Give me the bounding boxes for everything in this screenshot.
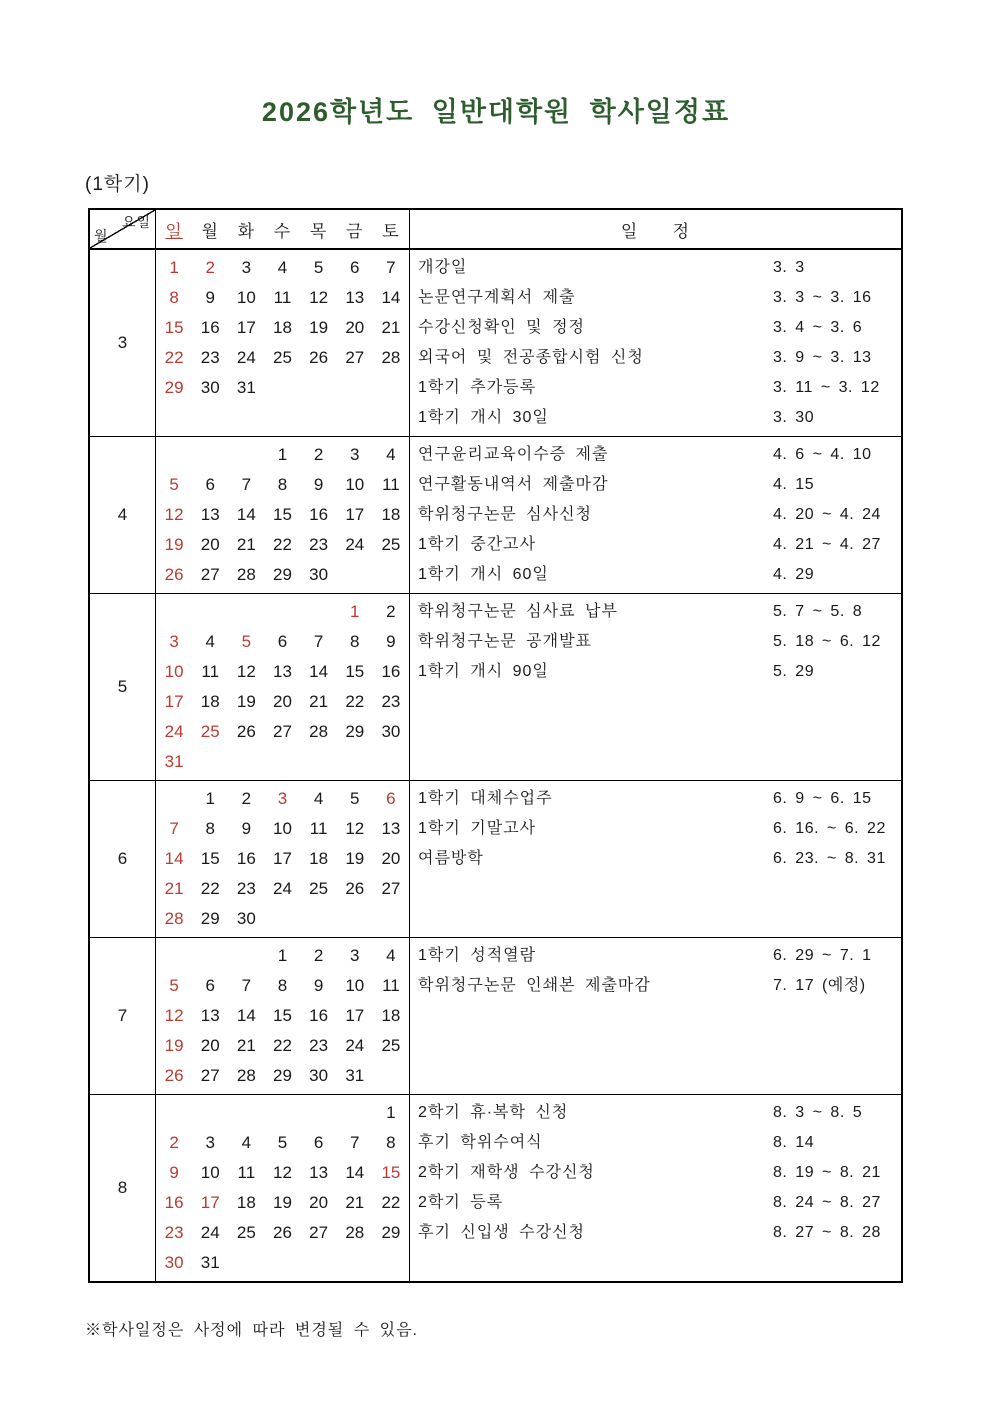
event-date: 4. 6 ~ 4. 10 (773, 446, 872, 463)
month-dates-grid (156, 437, 410, 593)
date-cell: 21 (309, 692, 329, 711)
date-cell: 14 (381, 288, 401, 307)
date-cell: 26 (236, 722, 256, 741)
date-cell: 2 (241, 789, 252, 808)
date-cell: 12 (273, 1163, 292, 1182)
date-cell: 2 (386, 602, 396, 621)
event-date: 8. 3 ~ 8. 5 (773, 1104, 863, 1121)
date-cell: 12 (164, 1006, 184, 1025)
date-cell: 24 (236, 348, 256, 367)
event-row (410, 844, 901, 874)
corner-label-weekday: 요일 (121, 214, 151, 230)
footnote: ※학사일정은 사정에 따라 변경될 수 있음. (85, 1322, 418, 1339)
date-cell: 8 (205, 819, 215, 838)
date-cell: 22 (345, 692, 365, 711)
date-cell: 7 (386, 258, 396, 277)
date-cell: 17 (164, 692, 184, 711)
date-cell: 26 (164, 565, 184, 584)
date-cell: 29 (345, 722, 365, 741)
date-cell: 28 (345, 1223, 365, 1242)
date-cell: 23 (309, 535, 329, 554)
date-cell: 5 (313, 258, 324, 277)
date-cell: 3 (241, 258, 252, 277)
date-cell: 12 (164, 505, 184, 524)
date-cell: 31 (164, 752, 184, 771)
date-cell: 11 (309, 819, 328, 838)
date-cell: 11 (273, 288, 292, 307)
event-date: 8. 27 ~ 8. 28 (773, 1224, 881, 1241)
event-row (410, 403, 901, 433)
date-cell: 20 (200, 535, 220, 554)
date-cell: 29 (164, 378, 184, 397)
date-cell: 23 (164, 1223, 184, 1242)
event-name: 1학기 개시 60일 (418, 566, 549, 583)
date-cell: 14 (236, 505, 256, 524)
date-cell: 21 (236, 535, 256, 554)
event-row (410, 253, 901, 283)
event-date: 4. 21 ~ 4. 27 (773, 536, 881, 553)
event-row (410, 1158, 901, 1188)
event-name: 2학기 등록 (418, 1194, 504, 1211)
date-cell: 18 (381, 1006, 401, 1025)
date-cell: 2 (169, 1133, 179, 1152)
month-label: 4 (90, 437, 156, 593)
date-cell: 15 (381, 1163, 401, 1182)
date-cell: 5 (169, 475, 179, 494)
date-cell: 6 (350, 258, 360, 277)
date-cell: 14 (309, 662, 329, 681)
date-cell: 27 (200, 1066, 220, 1085)
event-date: 8. 19 ~ 8. 21 (773, 1164, 881, 1181)
date-cell: 12 (309, 288, 329, 307)
event-name: 1학기 개시 30일 (418, 409, 549, 426)
date-cell: 10 (345, 475, 365, 494)
event-name: 1학기 추가등록 (418, 379, 537, 396)
date-cell: 31 (236, 378, 256, 397)
date-cell: 27 (309, 1223, 329, 1242)
day-header-4: 목 (309, 221, 328, 241)
date-cell: 4 (313, 789, 324, 808)
date-cell: 17 (345, 1006, 365, 1025)
date-cell: 4 (277, 258, 288, 277)
event-name: 1학기 중간고사 (418, 536, 537, 553)
event-row (410, 530, 901, 560)
event-row (410, 313, 901, 343)
event-row (410, 440, 901, 470)
date-cell: 16 (309, 505, 329, 524)
date-cell: 1 (205, 789, 215, 808)
date-cell: 9 (313, 976, 324, 995)
date-cell: 18 (309, 849, 329, 868)
date-cell: 13 (273, 662, 292, 681)
date-cell: 10 (236, 288, 256, 307)
date-cell: 29 (273, 1066, 292, 1085)
date-cell: 17 (345, 505, 365, 524)
event-date: 6. 23. ~ 8. 31 (773, 850, 886, 867)
date-cell: 25 (273, 348, 292, 367)
date-cell: 11 (382, 475, 400, 494)
event-name: 논문연구계획서 제출 (418, 289, 576, 306)
date-cell: 11 (382, 976, 400, 995)
month-dates-grid (156, 594, 410, 780)
date-cell: 6 (386, 789, 396, 808)
date-cell: 27 (381, 879, 401, 898)
date-cell: 19 (164, 535, 184, 554)
month-sections (90, 250, 901, 1281)
date-cell: 16 (236, 849, 256, 868)
event-row (410, 627, 901, 657)
date-cell: 22 (273, 535, 292, 554)
date-cell: 6 (205, 475, 215, 494)
date-cell: 16 (309, 1006, 329, 1025)
date-cell: 18 (236, 1193, 256, 1212)
date-cell: 15 (273, 1006, 292, 1025)
date-cell: 19 (273, 1193, 292, 1212)
date-cell: 27 (200, 565, 220, 584)
date-cell: 31 (345, 1066, 365, 1085)
date-cell: 23 (309, 1036, 329, 1055)
date-cell: 5 (277, 1133, 288, 1152)
month-dates-grid (156, 250, 410, 436)
date-cell: 10 (273, 819, 292, 838)
date-cell: 13 (381, 819, 401, 838)
event-date: 4. 20 ~ 4. 24 (773, 506, 881, 523)
day-header-row (156, 210, 410, 248)
date-cell: 8 (169, 288, 179, 307)
event-row (410, 500, 901, 530)
date-cell: 8 (386, 1133, 396, 1152)
date-cell: 15 (164, 318, 184, 337)
date-cell: 30 (164, 1253, 184, 1272)
date-cell: 28 (164, 909, 184, 928)
event-name: 1학기 기말고사 (418, 820, 537, 837)
event-name: 1학기 개시 90일 (418, 663, 549, 680)
date-cell: 19 (164, 1036, 184, 1055)
month-label: 6 (90, 781, 156, 937)
date-cell: 14 (236, 1006, 256, 1025)
month-section-7 (90, 937, 901, 1094)
date-cell: 20 (309, 1193, 329, 1212)
date-cell: 7 (169, 819, 179, 838)
date-cell: 16 (200, 318, 220, 337)
date-cell: 13 (200, 1006, 220, 1025)
date-cell: 28 (236, 1066, 256, 1085)
event-row (410, 373, 901, 403)
date-cell: 30 (309, 565, 329, 584)
date-cell: 28 (236, 565, 256, 584)
date-cell: 5 (350, 789, 360, 808)
date-cell: 21 (381, 318, 401, 337)
date-cell: 30 (236, 909, 256, 928)
event-name: 외국어 및 전공종합시험 신청 (418, 349, 644, 366)
date-cell: 2 (313, 445, 324, 464)
date-cell: 25 (381, 1036, 401, 1055)
month-label: 3 (90, 250, 156, 436)
date-cell: 22 (273, 1036, 292, 1055)
table-header-row (90, 210, 901, 250)
event-row (410, 1098, 901, 1128)
event-row (410, 283, 901, 313)
event-date: 6. 16. ~ 6. 22 (773, 820, 886, 837)
date-cell: 18 (273, 318, 292, 337)
date-cell: 16 (164, 1193, 184, 1212)
month-section-8 (90, 1094, 901, 1281)
event-name: 후기 학위수여식 (418, 1134, 543, 1151)
date-cell: 29 (381, 1223, 401, 1242)
event-name: 1학기 대체수업주 (418, 790, 553, 807)
date-cell: 1 (350, 602, 360, 621)
date-cell: 17 (273, 849, 292, 868)
date-cell: 9 (169, 1163, 179, 1182)
date-cell: 18 (200, 692, 220, 711)
date-cell: 1 (169, 258, 179, 277)
event-date: 3. 3 ~ 3. 16 (773, 289, 872, 306)
date-cell: 13 (200, 505, 220, 524)
date-cell: 4 (386, 445, 396, 464)
month-label: 5 (90, 594, 156, 780)
date-cell: 24 (345, 1036, 365, 1055)
date-cell: 4 (386, 946, 396, 965)
date-cell: 10 (200, 1163, 220, 1182)
date-cell: 30 (200, 378, 220, 397)
corner-cell (90, 210, 156, 248)
month-events (410, 1095, 901, 1281)
month-section-6 (90, 780, 901, 937)
date-cell: 11 (237, 1163, 256, 1182)
event-name: 개강일 (418, 259, 468, 276)
day-header-5: 금 (346, 221, 364, 241)
date-cell: 9 (313, 475, 324, 494)
date-cell: 6 (277, 632, 288, 651)
date-cell: 15 (200, 849, 220, 868)
date-cell: 2 (313, 946, 324, 965)
event-name: 2학기 재학생 수강신청 (418, 1164, 595, 1181)
day-header-0: 일 (165, 221, 183, 241)
date-cell: 23 (381, 692, 401, 711)
date-cell: 3 (169, 632, 179, 651)
date-cell: 24 (345, 535, 365, 554)
date-cell: 17 (200, 1193, 220, 1212)
event-row (410, 1188, 901, 1218)
date-cell: 2 (205, 258, 215, 277)
date-cell: 25 (236, 1223, 256, 1242)
event-row (410, 814, 901, 844)
date-cell: 21 (345, 1193, 365, 1212)
event-name: 학위청구논문 인쇄본 제출마감 (418, 977, 651, 994)
event-date: 3. 11 ~ 3. 12 (773, 379, 880, 396)
date-cell: 9 (386, 632, 396, 651)
event-date: 3. 9 ~ 3. 13 (773, 349, 872, 366)
date-cell: 19 (309, 318, 329, 337)
month-events (410, 437, 901, 593)
date-cell: 19 (345, 849, 365, 868)
date-cell: 22 (381, 1193, 401, 1212)
event-row (410, 343, 901, 373)
date-cell: 23 (236, 879, 256, 898)
corner-label-month: 월 (94, 228, 109, 244)
date-cell: 4 (205, 632, 215, 651)
date-cell: 13 (309, 1163, 329, 1182)
event-name: 연구윤리교육이수증 제출 (418, 446, 609, 463)
schedule-column-header: 일 정 (620, 221, 691, 241)
date-cell: 1 (386, 1103, 396, 1122)
date-cell: 7 (241, 976, 252, 995)
date-cell: 27 (273, 722, 292, 741)
date-cell: 8 (350, 632, 360, 651)
event-row (410, 1128, 901, 1158)
date-cell: 8 (277, 475, 288, 494)
date-cell: 26 (345, 879, 365, 898)
event-date: 4. 29 (773, 566, 815, 583)
date-cell: 31 (200, 1253, 220, 1272)
month-events (410, 938, 901, 1094)
event-date: 4. 15 (773, 476, 815, 493)
date-cell: 30 (309, 1066, 329, 1085)
date-cell: 7 (241, 475, 252, 494)
event-date: 8. 14 (773, 1134, 815, 1151)
date-cell: 28 (309, 722, 329, 741)
event-row (410, 597, 901, 627)
month-section-3 (90, 250, 901, 436)
event-name: 2학기 휴·복학 신청 (418, 1104, 569, 1121)
date-cell: 1 (277, 946, 288, 965)
month-events (410, 250, 901, 436)
date-cell: 30 (381, 722, 401, 741)
month-section-5 (90, 593, 901, 780)
month-label: 8 (90, 1095, 156, 1281)
day-header-1: 월 (201, 221, 219, 241)
day-header-6: 토 (382, 221, 400, 241)
event-date: 5. 29 (773, 663, 815, 680)
date-cell: 29 (273, 565, 292, 584)
date-cell: 21 (164, 879, 184, 898)
event-date: 3. 4 ~ 3. 6 (773, 319, 863, 336)
date-cell: 25 (200, 722, 220, 741)
event-date: 3. 30 (773, 409, 815, 426)
date-cell: 24 (164, 722, 184, 741)
date-cell: 9 (241, 819, 252, 838)
event-date: 8. 24 ~ 8. 27 (773, 1194, 881, 1211)
date-cell: 14 (345, 1163, 365, 1182)
event-name: 1학기 성적열람 (418, 947, 537, 964)
event-row (410, 560, 901, 590)
date-cell: 13 (345, 288, 365, 307)
date-cell: 23 (200, 348, 220, 367)
date-cell: 12 (236, 662, 256, 681)
event-date: 5. 7 ~ 5. 8 (773, 603, 863, 620)
date-cell: 6 (205, 976, 215, 995)
event-name: 학위청구논문 심사신청 (418, 506, 593, 523)
event-name: 학위청구논문 공개발표 (418, 633, 593, 650)
date-cell: 3 (350, 445, 360, 464)
date-cell: 10 (164, 662, 184, 681)
event-date: 3. 3 (773, 259, 805, 276)
date-cell: 3 (277, 789, 288, 808)
date-cell: 25 (309, 879, 329, 898)
event-row (410, 971, 901, 1001)
date-cell: 25 (381, 535, 401, 554)
event-date: 7. 17 (예정) (773, 977, 866, 994)
date-cell: 8 (277, 976, 288, 995)
event-row (410, 941, 901, 971)
date-cell: 26 (309, 348, 329, 367)
date-cell: 26 (273, 1223, 292, 1242)
date-cell: 21 (236, 1036, 256, 1055)
month-events (410, 781, 901, 937)
date-cell: 17 (236, 318, 256, 337)
month-dates-grid (156, 938, 410, 1094)
event-name: 수강신청확인 및 정정 (418, 319, 585, 336)
event-row (410, 470, 901, 500)
date-cell: 18 (381, 505, 401, 524)
date-cell: 6 (313, 1133, 324, 1152)
date-cell: 24 (200, 1223, 220, 1242)
date-cell: 27 (345, 348, 365, 367)
date-cell: 28 (381, 348, 401, 367)
date-cell: 7 (350, 1133, 360, 1152)
date-cell: 4 (241, 1133, 252, 1152)
date-cell: 12 (345, 819, 365, 838)
date-cell: 20 (200, 1036, 220, 1055)
semester-label: (1학기) (85, 174, 150, 195)
date-cell: 5 (169, 976, 179, 995)
month-section-4 (90, 436, 901, 593)
date-cell: 3 (350, 946, 360, 965)
date-cell: 15 (345, 662, 365, 681)
date-cell: 7 (313, 632, 324, 651)
date-cell: 20 (345, 318, 365, 337)
day-header-3: 수 (273, 221, 292, 241)
month-dates-grid (156, 1095, 410, 1281)
date-cell: 15 (273, 505, 292, 524)
date-cell: 19 (236, 692, 256, 711)
event-row (410, 1218, 901, 1248)
date-cell: 9 (205, 288, 215, 307)
date-cell: 5 (241, 632, 252, 651)
date-cell: 1 (277, 445, 288, 464)
date-cell: 29 (200, 909, 220, 928)
date-cell: 22 (200, 879, 220, 898)
date-cell: 3 (205, 1133, 215, 1152)
date-cell: 24 (273, 879, 292, 898)
event-date: 6. 9 ~ 6. 15 (773, 790, 872, 807)
academic-calendar-table (88, 208, 903, 1283)
month-events (410, 594, 901, 780)
date-cell: 20 (273, 692, 292, 711)
event-date: 6. 29 ~ 7. 1 (773, 947, 872, 964)
event-name: 여름방학 (418, 850, 484, 867)
event-name: 후기 신입생 수강신청 (418, 1224, 585, 1241)
month-label: 7 (90, 938, 156, 1094)
event-name: 연구활동내역서 제출마감 (418, 476, 609, 493)
date-cell: 14 (164, 849, 184, 868)
date-cell: 10 (345, 976, 365, 995)
day-header-2: 화 (237, 221, 256, 241)
event-row (410, 784, 901, 814)
page-title: 2026학년도 일반대학원 학사일정표 (261, 97, 731, 127)
event-row (410, 657, 901, 687)
date-cell: 11 (201, 662, 220, 681)
date-cell: 16 (381, 662, 401, 681)
date-cell: 22 (164, 348, 184, 367)
event-name: 학위청구논문 심사료 납부 (418, 603, 618, 620)
event-date: 5. 18 ~ 6. 12 (773, 633, 881, 650)
month-dates-grid (156, 781, 410, 937)
date-cell: 26 (164, 1066, 184, 1085)
date-cell: 20 (381, 849, 401, 868)
